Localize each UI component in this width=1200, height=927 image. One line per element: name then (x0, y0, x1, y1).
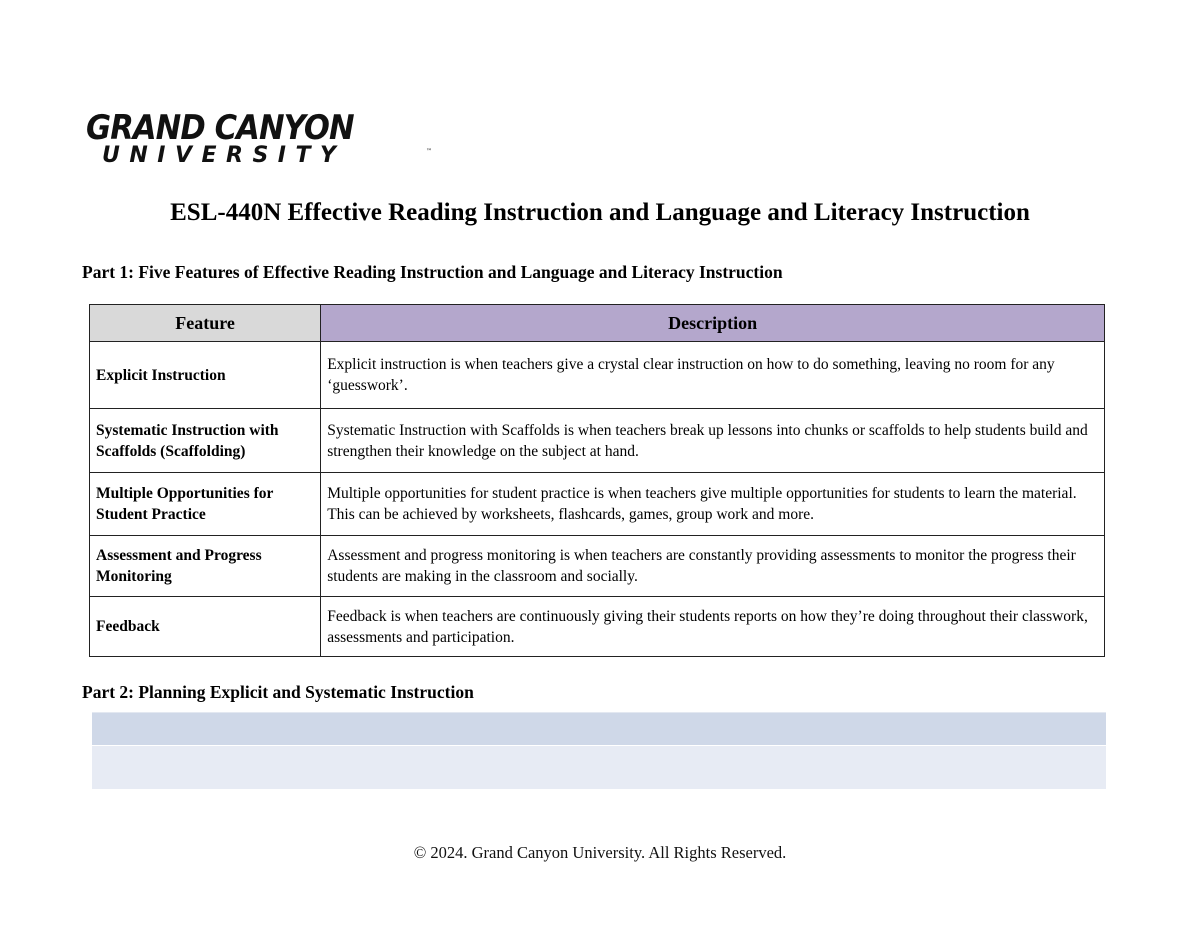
feature-cell: Explicit Instruction (90, 342, 321, 409)
table-row (90, 536, 1105, 597)
description-cell: Multiple opportunities for student practice is when teachers give multiple opportunities for students to learn the material. This can be achieved by worksheets, flashcards, games, group work and more. (321, 473, 1105, 536)
table-row (90, 597, 1105, 657)
feature-column-header: Feature (90, 305, 321, 342)
logo-wordmark-line2: UNIVERSITY (102, 143, 346, 168)
description-cell: Assessment and progress monitoring is when teachers are constantly providing assessments to monitor the progress their students are making in the classroom and socially. (321, 536, 1105, 597)
table-row (90, 409, 1105, 473)
feature-cell: Multiple Opportunities for Student Practice (90, 473, 321, 536)
table-row (90, 342, 1105, 409)
feature-cell: Assessment and Progress Monitoring (90, 536, 321, 597)
feature-cell: Systematic Instruction with Scaffolds (Scaffolding) (90, 409, 321, 473)
part1-heading: Part 1: Five Features of Effective Reading Instruction and Language and Literacy Instruction (82, 262, 783, 282)
features-table (89, 304, 1105, 657)
logo-wordmark-line1: GRAND CANYON (86, 108, 354, 148)
feature-cell: Feedback (90, 597, 321, 657)
planning-table-body-band (92, 746, 1106, 789)
description-cell: Systematic Instruction with Scaffolds is when teachers break up lessons into chunks or scaffolds to help students build and strengthen their knowledge on the subject at hand. (321, 409, 1105, 473)
university-logo (86, 108, 432, 172)
logo-trademark: ™ (426, 148, 432, 155)
table-row (90, 473, 1105, 536)
description-cell: Explicit instruction is when teachers give a crystal clear instruction on how to do something, leaving no room for any ‘guesswork’. (321, 342, 1105, 409)
description-cell: Feedback is when teachers are continuously giving their students reports on how they’re doing throughout their classwork, assessments and participation. (321, 597, 1105, 657)
document-title: ESL-440N Effective Reading Instruction and Language and Literacy Instruction (170, 199, 1030, 226)
copyright-footer: © 2024. Grand Canyon University. All Rights Reserved. (413, 843, 787, 862)
part2-heading: Part 2: Planning Explicit and Systematic Instruction (82, 682, 474, 702)
table-header-row (90, 305, 1105, 342)
description-column-header: Description (321, 305, 1105, 342)
planning-table-header-band (92, 712, 1106, 745)
